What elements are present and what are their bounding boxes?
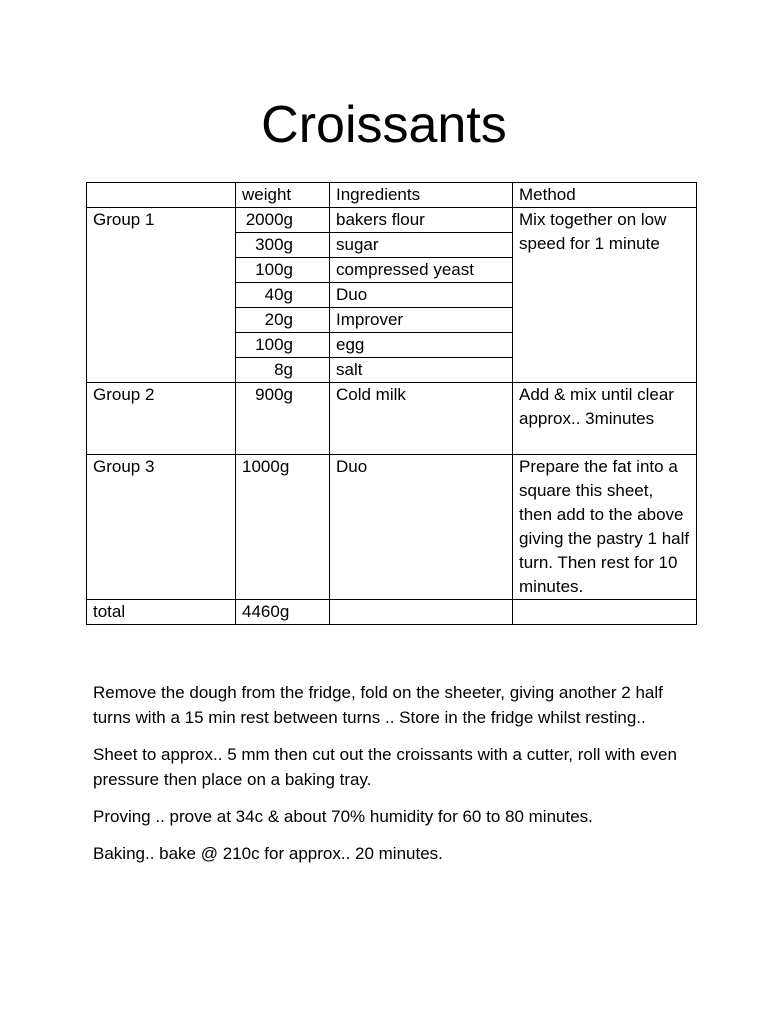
group-label: Group 3 bbox=[87, 455, 236, 600]
weight-cell: 300g bbox=[236, 233, 330, 258]
group-label: Group 1 bbox=[87, 208, 236, 383]
total-weight: 4460g bbox=[236, 600, 330, 625]
ingredient-cell: Improver bbox=[330, 308, 513, 333]
header-cell: weight bbox=[236, 183, 330, 208]
header-cell: Ingredients bbox=[330, 183, 513, 208]
ingredient-cell: sugar bbox=[330, 233, 513, 258]
header-cell bbox=[87, 183, 236, 208]
note-paragraph: Sheet to approx.. 5 mm then cut out the croissants with a cutter, roll with even pressure then place on a baking tray. bbox=[93, 745, 677, 789]
weight-cell: 900g bbox=[236, 383, 330, 455]
weight-cell: 100g bbox=[236, 333, 330, 358]
empty-cell bbox=[330, 600, 513, 625]
weight-cell: 40g bbox=[236, 283, 330, 308]
note-paragraph: Remove the dough from the fridge, fold on the sheeter, giving another 2 half turns with a 15 min rest between turns .. Store in the fridge whilst resting.. bbox=[93, 683, 663, 727]
weight-cell: 20g bbox=[236, 308, 330, 333]
table-row bbox=[87, 600, 697, 625]
ingredient-cell: bakers flour bbox=[330, 208, 513, 233]
ingredient-cell: salt bbox=[330, 358, 513, 383]
total-label: total bbox=[87, 600, 236, 625]
ingredient-cell: Duo bbox=[330, 283, 513, 308]
method-cell: Add & mix until clear approx.. 3minutes bbox=[513, 383, 697, 455]
empty-cell bbox=[513, 600, 697, 625]
weight-cell: 2000g bbox=[236, 208, 330, 233]
note-paragraph: Baking.. bake @ 210c for approx.. 20 minutes. bbox=[93, 844, 443, 863]
method-cell: Prepare the fat into a square this sheet, then add to the above giving the pastry 1 half turn. Then rest for 10 minutes. bbox=[513, 455, 697, 600]
recipe-notes bbox=[93, 680, 693, 878]
note-paragraph: Proving .. prove at 34c & about 70% humidity for 60 to 80 minutes. bbox=[93, 807, 593, 826]
ingredient-cell: Duo bbox=[330, 455, 513, 600]
ingredient-cell: compressed yeast bbox=[330, 258, 513, 283]
table-row bbox=[87, 455, 697, 600]
group-label: Group 2 bbox=[87, 383, 236, 455]
header-cell: Method bbox=[513, 183, 697, 208]
page-title: Croissants bbox=[261, 96, 507, 154]
table-row bbox=[87, 383, 697, 455]
weight-cell: 100g bbox=[236, 258, 330, 283]
weight-cell: 8g bbox=[236, 358, 330, 383]
method-cell: Mix together on low speed for 1 minute bbox=[513, 208, 697, 383]
recipe-table bbox=[86, 182, 697, 625]
ingredient-cell: egg bbox=[330, 333, 513, 358]
table-header-row bbox=[87, 183, 697, 208]
table-row bbox=[87, 208, 697, 233]
ingredient-cell: Cold milk bbox=[330, 383, 513, 455]
weight-cell: 1000g bbox=[236, 455, 330, 600]
